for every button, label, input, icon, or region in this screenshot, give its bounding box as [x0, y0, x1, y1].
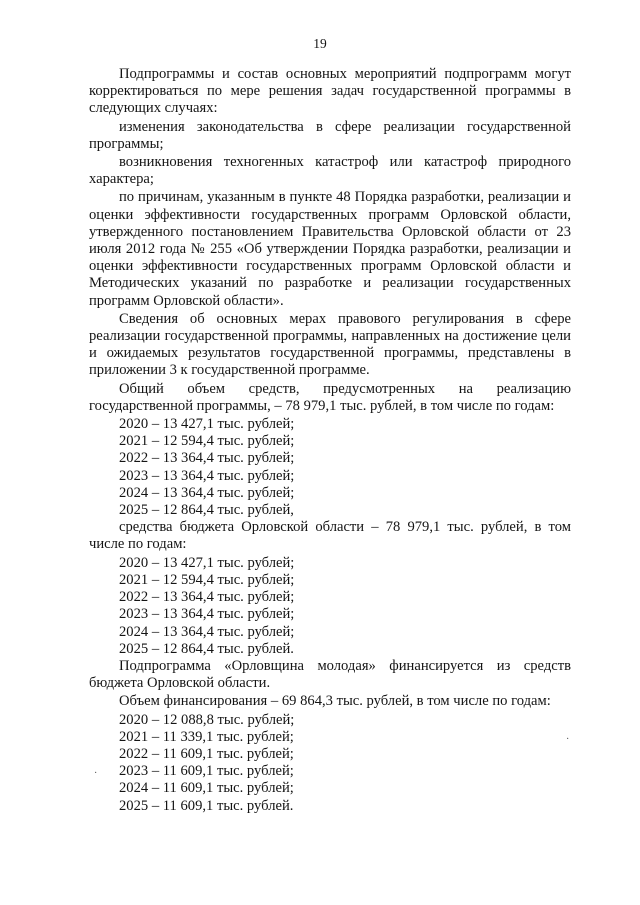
paragraph-regulation-measures: Сведения об основных мерах правового регулирования в сфере реализации государственной программы, направленных на достижение цели и ожидаемых результатов государственной программы, представлены в приложении 3 к государственной программе.	[89, 310, 571, 379]
subprogram-funding-by-year	[89, 712, 571, 815]
funding-line: 2024 – 13 364,4 тыс. рублей;	[119, 484, 295, 501]
funding-line: 2021 – 12 594,4 тыс. рублей;	[119, 571, 295, 588]
paragraph-case-legislation: изменения законодательства в сфере реализации государственной программы;	[89, 118, 571, 152]
paragraph-regional-budget: средства бюджета Орловской области – 78 979,1 тыс. рублей, в том числе по годам:	[89, 519, 571, 553]
regional-funding-by-year	[89, 555, 571, 658]
funding-line: 2023 – 11 609,1 тыс. рублей;	[119, 763, 294, 780]
scan-speck-mark: ·	[94, 768, 98, 779]
document-body	[89, 66, 571, 815]
paragraph-subprogram-volume: Объем финансирования – 69 864,3 тыс. рублей, в том числе по годам:	[119, 693, 551, 710]
funding-line: 2023 – 13 364,4 тыс. рублей;	[119, 467, 295, 484]
paragraph-subprogram-financing: Подпрограмма «Орловщина молодая» финансируется из средств бюджета Орловской области.	[89, 657, 571, 692]
funding-line: 2023 – 13 364,4 тыс. рублей;	[119, 606, 295, 623]
funding-line: 2020 – 13 427,1 тыс. рублей;	[119, 416, 295, 433]
total-funding-by-year	[89, 416, 571, 519]
paragraph-subprogram-adjustment: Подпрограммы и состав основных мероприятий подпрограмм могут корректироваться по мере решения задач государственной программы в следующих случаях:	[89, 66, 571, 117]
funding-line: 2025 – 11 609,1 тыс. рублей.	[119, 797, 294, 814]
funding-line: 2021 – 11 339,1 тыс. рублей;	[119, 728, 294, 745]
funding-line: 2024 – 13 364,4 тыс. рублей;	[119, 623, 295, 640]
funding-line: 2022 – 11 609,1 тыс. рублей;	[119, 745, 294, 762]
funding-line: 2025 – 12 864,4 тыс. рублей,	[119, 502, 294, 519]
funding-line: 2024 – 11 609,1 тыс. рублей;	[119, 780, 294, 797]
funding-line: 2020 – 13 427,1 тыс. рублей;	[119, 554, 295, 571]
scan-speck-mark: ·	[566, 734, 570, 745]
funding-line: 2021 – 12 594,4 тыс. рублей;	[119, 433, 295, 450]
paragraph-total-funding: Общий объем средств, предусмотренных на реализацию государственной программы, – 78 979,1 тыс. рублей, в том числе по годам:	[89, 380, 571, 414]
paragraph-case-procedure: по причинам, указанным в пункте 48 Порядка разработки, реализации и оценки эффективности государственных программ Орловской области, утвержденного постановлением Правительства Орловской области от 23 июля 2012 года № 255 «Об утверждении Порядка разработки, реализации и оценки эффективности государственных программ Орловской области и Методических указаний по разработке и реализации государственных программ Орловской области».	[89, 189, 571, 309]
funding-line: 2022 – 13 364,4 тыс. рублей;	[119, 450, 295, 467]
funding-line: 2025 – 12 864,4 тыс. рублей.	[119, 640, 294, 657]
paragraph-case-disasters: возникновения техногенных катастроф или катастроф природного характера;	[89, 154, 571, 188]
page-number: 19	[313, 36, 327, 51]
funding-line: 2020 – 12 088,8 тыс. рублей;	[119, 711, 295, 728]
funding-line: 2022 – 13 364,4 тыс. рублей;	[119, 589, 295, 606]
